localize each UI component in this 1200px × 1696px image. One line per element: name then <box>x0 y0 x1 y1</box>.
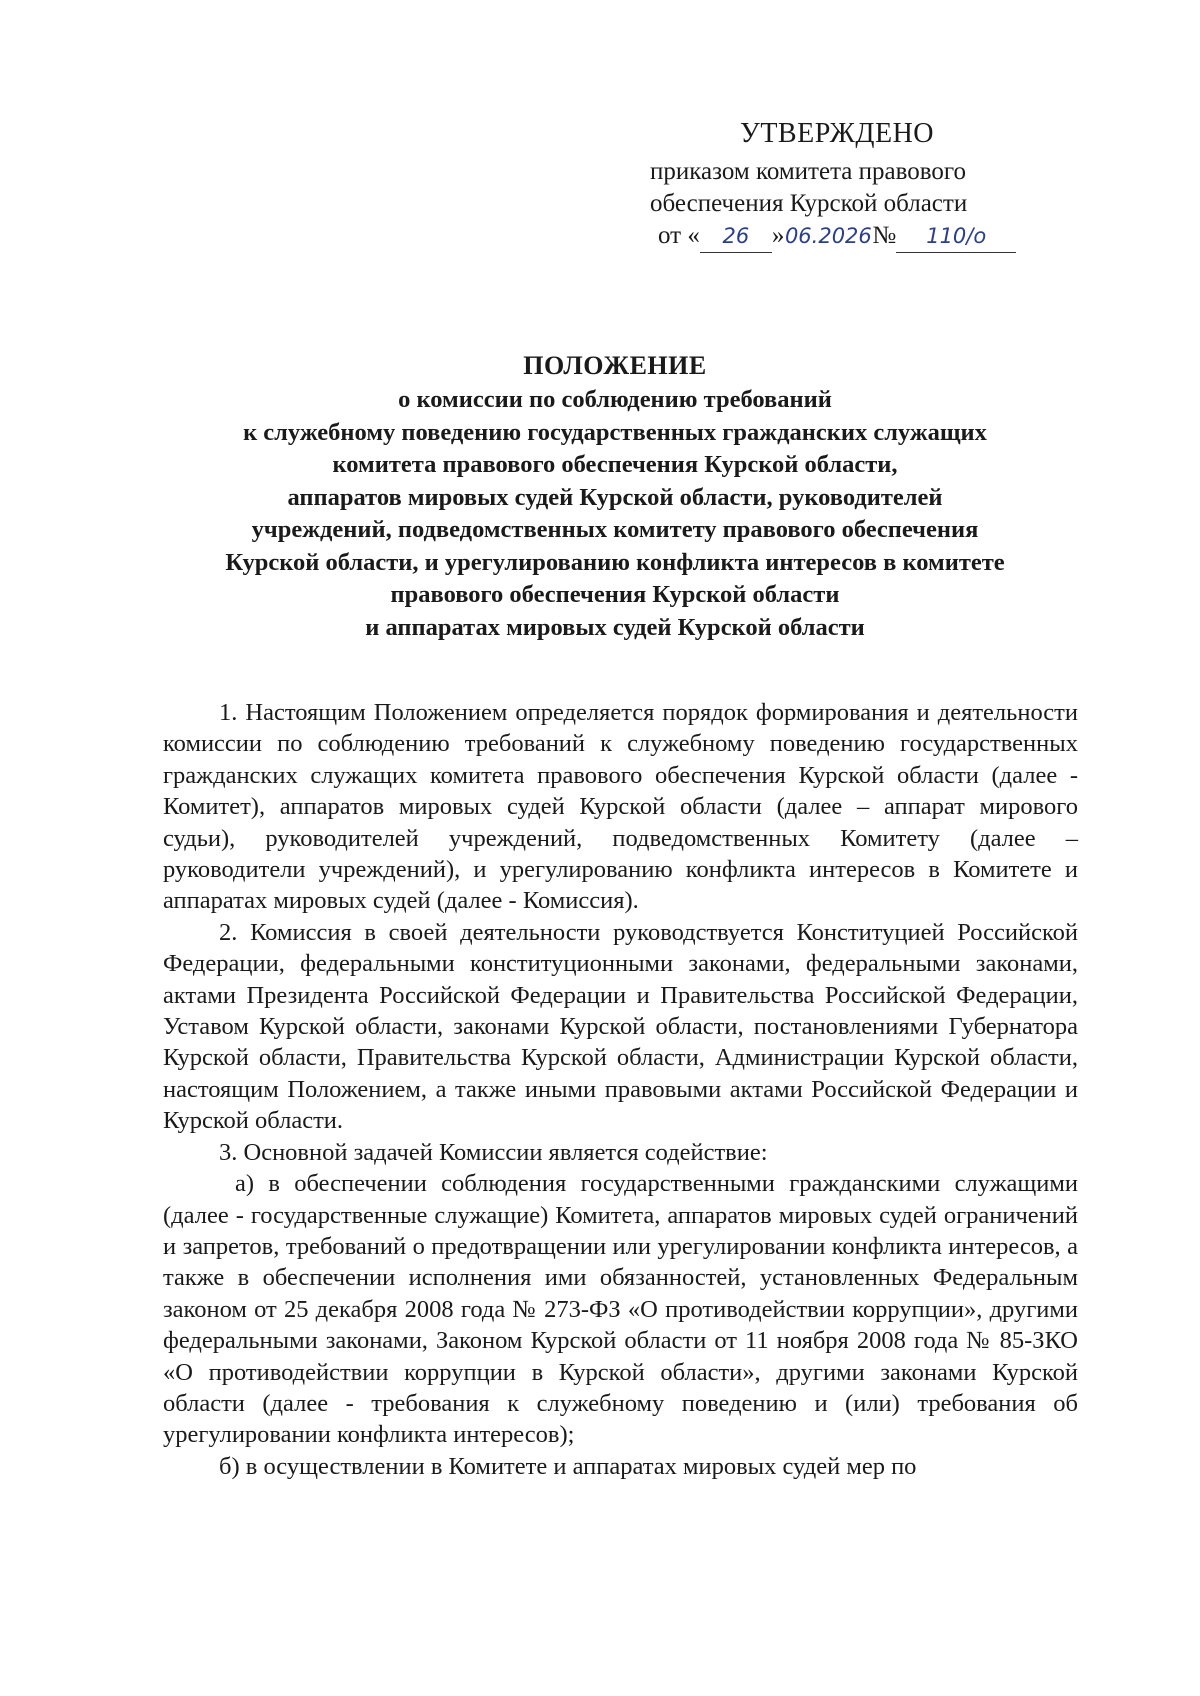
date-prefix: от « <box>658 222 700 249</box>
title-line: к служебному поведению государственных гражданских служащих <box>243 418 987 446</box>
paragraph-2: 2. Комиссия в своей деятельности руководствуется Конституцией Российской Федерации, федеральными конституционными законами, федеральными законами, актами Президента Российской Федерации и Правительства Российской Федерации, Уставом Курской области, законами Курской области, постановлениями Губернатора Курской области, Правительства Курской области, Администрации Курской области, настоящим Положением, а также иными правовыми актами Российской Федерации и Курской области. <box>163 918 1078 1135</box>
title-line: Курской области, и урегулированию конфликта интересов в комитете <box>225 548 1005 576</box>
paragraph-3b: б) в осуществлении в Комитете и аппаратах мировых судей мер по <box>219 1452 917 1480</box>
paragraph-1: 1. Настоящим Положением определяется порядок формирования и деятельности комиссии по соблюдению требований к служебному поведению государственных гражданских служащих комитета правового обеспечения Курской области (далее - Комитет), аппаратов мировых судей Курской области (далее – аппарат мирового судьи), руководителей учреждений, подведомственных Комитету (далее – руководители учреждений), и урегулированию конфликта интересов в Комитете и аппаратах мировых судей (далее - Комиссия). <box>163 699 1078 915</box>
paragraph-3: 3. Основной задачей Комиссии является содействие: <box>219 1138 768 1166</box>
title-main: ПОЛОЖЕНИЕ <box>523 351 707 380</box>
handwritten-order-number: 110/о <box>896 220 1016 253</box>
approval-date-row <box>658 220 1060 253</box>
title-line: комитета правового обеспечения Курской области, <box>332 451 898 478</box>
approval-line-2: обеспечения Курской области <box>650 190 968 217</box>
number-prefix: № <box>872 222 897 249</box>
title-line: о комиссии по соблюдению требований <box>398 386 832 413</box>
title-line: аппаратов мировых судей Курской области, руководителей <box>287 483 943 511</box>
paragraph-3a: а) в обеспечении соблюдения государственными гражданскими служащими (далее - государственные служащие) Комитета, аппаратов мировых судей ограничений и запретов, требований о предотвращении или урегулировании конфликта интересов, а также в обеспечении исполнения ими обязанностей, установленных Федеральным законом от 25 декабря 2008 года № 273-ФЗ «О противодействии коррупции», другими федеральными законами, Законом Курской области от 11 ноября 2008 года № 85-ЗКО «О противодействии коррупции в Курской области», другими законами Курской области (далее - требования к служебному поведению и (или) требования об урегулировании конфликта интересов); <box>163 1170 1078 1449</box>
handwritten-day: 26 <box>700 220 772 253</box>
title-line: правового обеспечения Курской области <box>390 581 840 608</box>
title-line: учреждений, подведомственных комитету правового обеспечения <box>251 516 979 543</box>
approval-line-1: приказом комитета правового <box>650 158 967 185</box>
handwritten-month-year: 06.2026 <box>784 224 872 248</box>
approval-heading: УТВЕРЖДЕНО <box>740 118 935 149</box>
date-separator: » <box>771 222 785 249</box>
document-body <box>163 697 1078 1482</box>
document-title <box>150 348 1080 644</box>
approval-stamp-block <box>640 118 1060 253</box>
title-line: и аппаратах мировых судей Курской области <box>365 613 865 641</box>
